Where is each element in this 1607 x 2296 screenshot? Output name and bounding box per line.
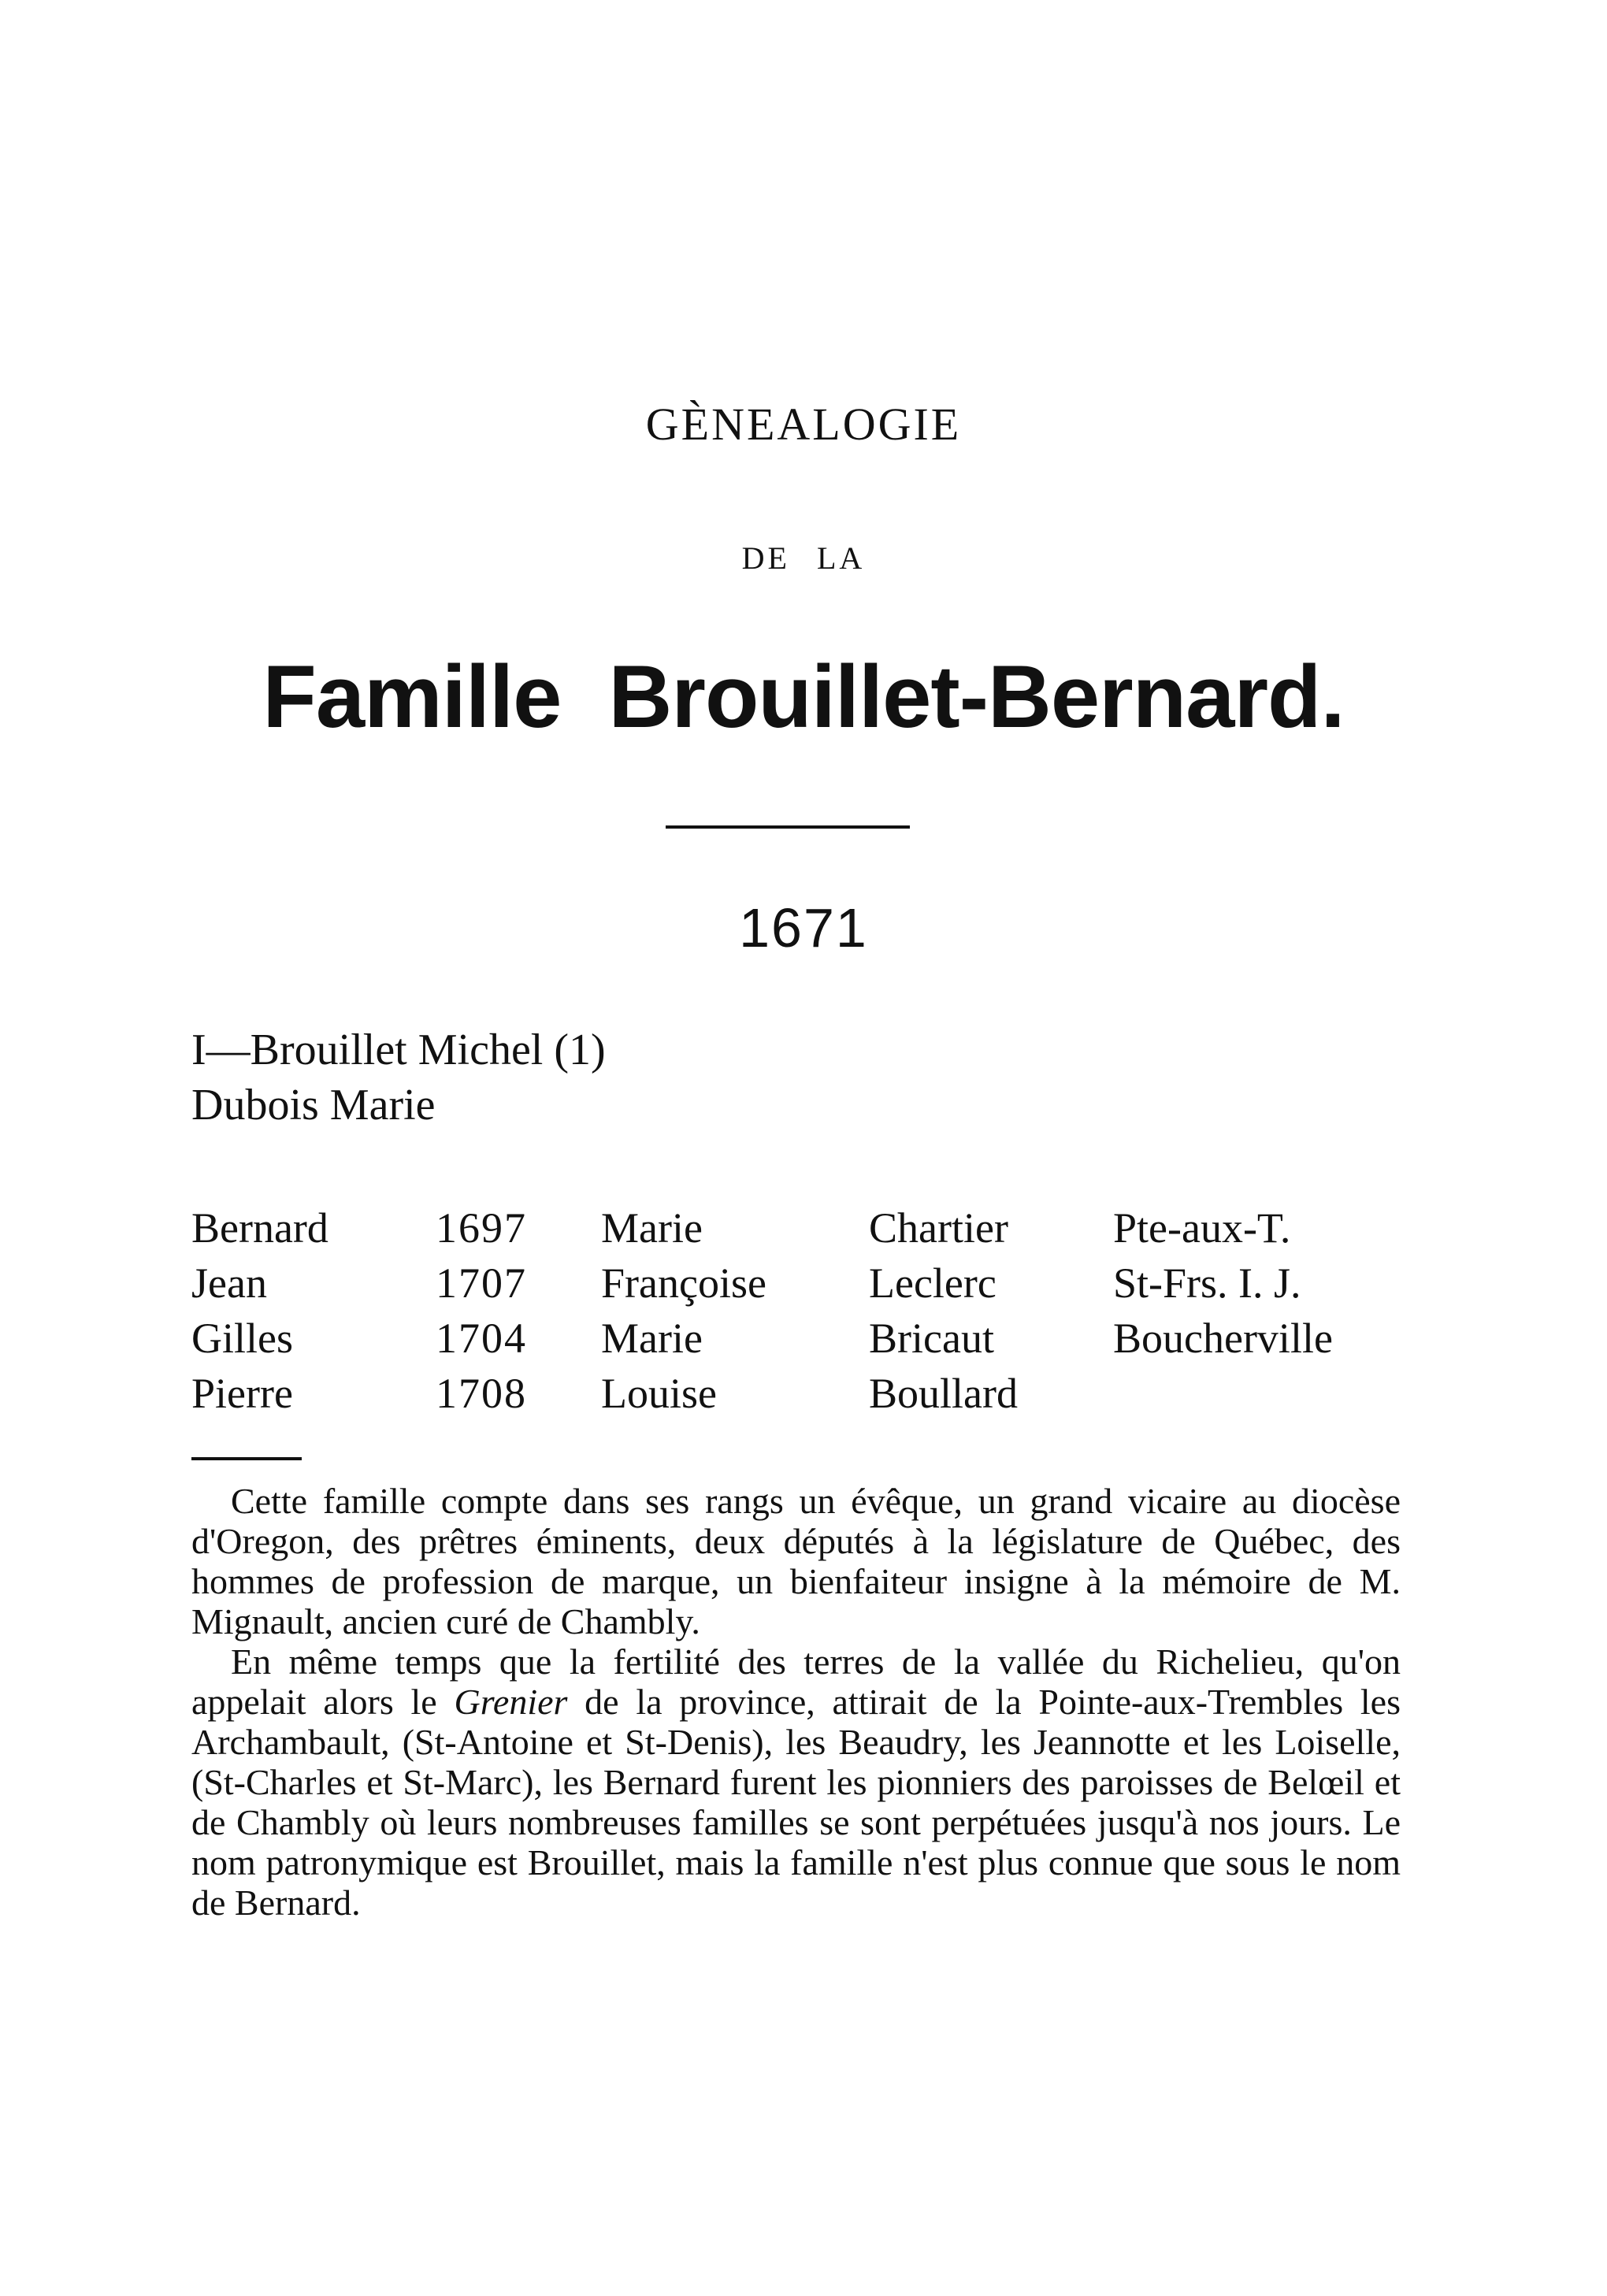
spouse-last-name: Boullard — [869, 1370, 1018, 1417]
family-notes — [191, 1481, 1401, 1923]
spouse-first-name: Louise — [601, 1370, 717, 1417]
title-genealogie: GÈNEALOGIE — [645, 399, 962, 450]
spouse-last-name: Leclerc — [869, 1259, 996, 1307]
spouse-first-name: Marie — [601, 1315, 703, 1362]
page-title: Famille Brouillet-Bernard. — [262, 647, 1345, 746]
notes-divider — [191, 1457, 302, 1460]
marriage-year: 1707 — [436, 1259, 527, 1307]
ancestor-wife: Dubois Marie — [191, 1081, 436, 1129]
spouse-last-name: Chartier — [869, 1204, 1008, 1252]
ancestor-husband: I—Brouillet Michel (1) — [191, 1026, 606, 1074]
child-name: Bernard — [191, 1204, 328, 1252]
child-name: Jean — [191, 1259, 267, 1307]
notes-p2-emphasis: Grenier — [454, 1682, 568, 1722]
marriage-year: 1708 — [436, 1370, 527, 1417]
title-divider — [666, 825, 910, 829]
notes-p2-end: de la province, attirait de la Pointe-aux-Trembles les Archambault, (St-Antoine et St-Denis), les Beaudry, les Jeannotte et les Loiselle, (St-Charles et St-Marc), les Bernard furent les pionniers des paroisses de Belœil et de Chambly où leurs nombreuses familles se sont perpétuées jusqu'à nos jours. Le nom patronymique est Brouillet, mais la famille n'est plus connue que sous le nom de Bernard. — [191, 1682, 1401, 1923]
notes-p2-start: En même temps que la fertilité des terres de la vallée du Richelieu, qu'on appelait alors le — [191, 1641, 1401, 1722]
marriage-place: Boucherville — [1113, 1315, 1333, 1362]
notes-paragraph-1: Cette famille compte dans ses rangs un évêque, un grand vicaire au diocèse d'Oregon, des prêtres éminents, deux députés à la législature de Québec, des hommes de profession de marque, un bienfaiteur insigne à la mémoire de M. Mignault, ancien curé de Chambly. — [191, 1481, 1401, 1641]
spouse-first-name: Marie — [601, 1204, 703, 1252]
notes-paragraph-2 — [191, 1641, 1401, 1923]
marriage-place: St-Frs. I. J. — [1113, 1259, 1301, 1307]
spouse-first-name: Françoise — [601, 1259, 766, 1307]
marriage-place: Pte-aux-T. — [1113, 1204, 1291, 1252]
marriage-year: 1697 — [436, 1204, 527, 1252]
child-name: Gilles — [191, 1315, 293, 1362]
spouse-last-name: Bricaut — [869, 1315, 994, 1362]
title-de-la: DE LA — [741, 540, 866, 576]
founding-year: 1671 — [739, 897, 868, 959]
child-name: Pierre — [191, 1370, 293, 1417]
marriage-year: 1704 — [436, 1315, 527, 1362]
